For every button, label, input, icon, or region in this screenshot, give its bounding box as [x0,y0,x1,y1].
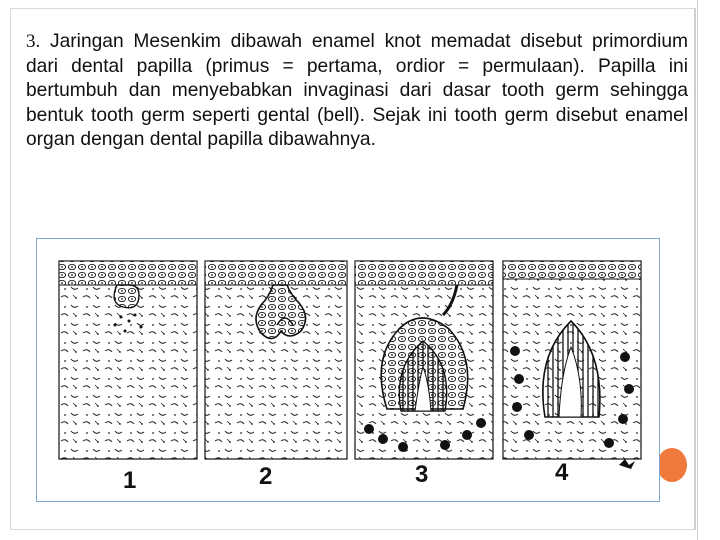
stage-1-panel [59,261,197,459]
stage-2-panel [205,261,347,459]
ornament-icon [619,459,635,469]
body-paragraph [26,30,688,153]
stage-3-panel [355,261,493,459]
stage-label-3: 3 [415,461,429,488]
paragraph-text: Jaringan Mesenkim dibawah enamel knot memadat disebut primordium dari dental papilla (primus = pertama, ordior = permulaan). Papilla ini bertumbuh dan menyebabkan invaginasi dari dasar tooth germ sehingga bentuk tooth germ seperti gental (bell). Sejak ini tooth germ disebut enamel organ dengan dental papilla dibawahnya. [26,31,688,150]
stage-label-4: 4 [555,459,569,486]
stage-label-2: 2 [259,463,273,490]
accent-circle [657,448,687,482]
stage-label-1: 1 [123,467,137,494]
slide-right-divider [697,0,698,540]
paragraph-number: 3. [26,31,41,52]
stage-4-panel [503,261,641,459]
tooth-development-figure [36,238,660,502]
